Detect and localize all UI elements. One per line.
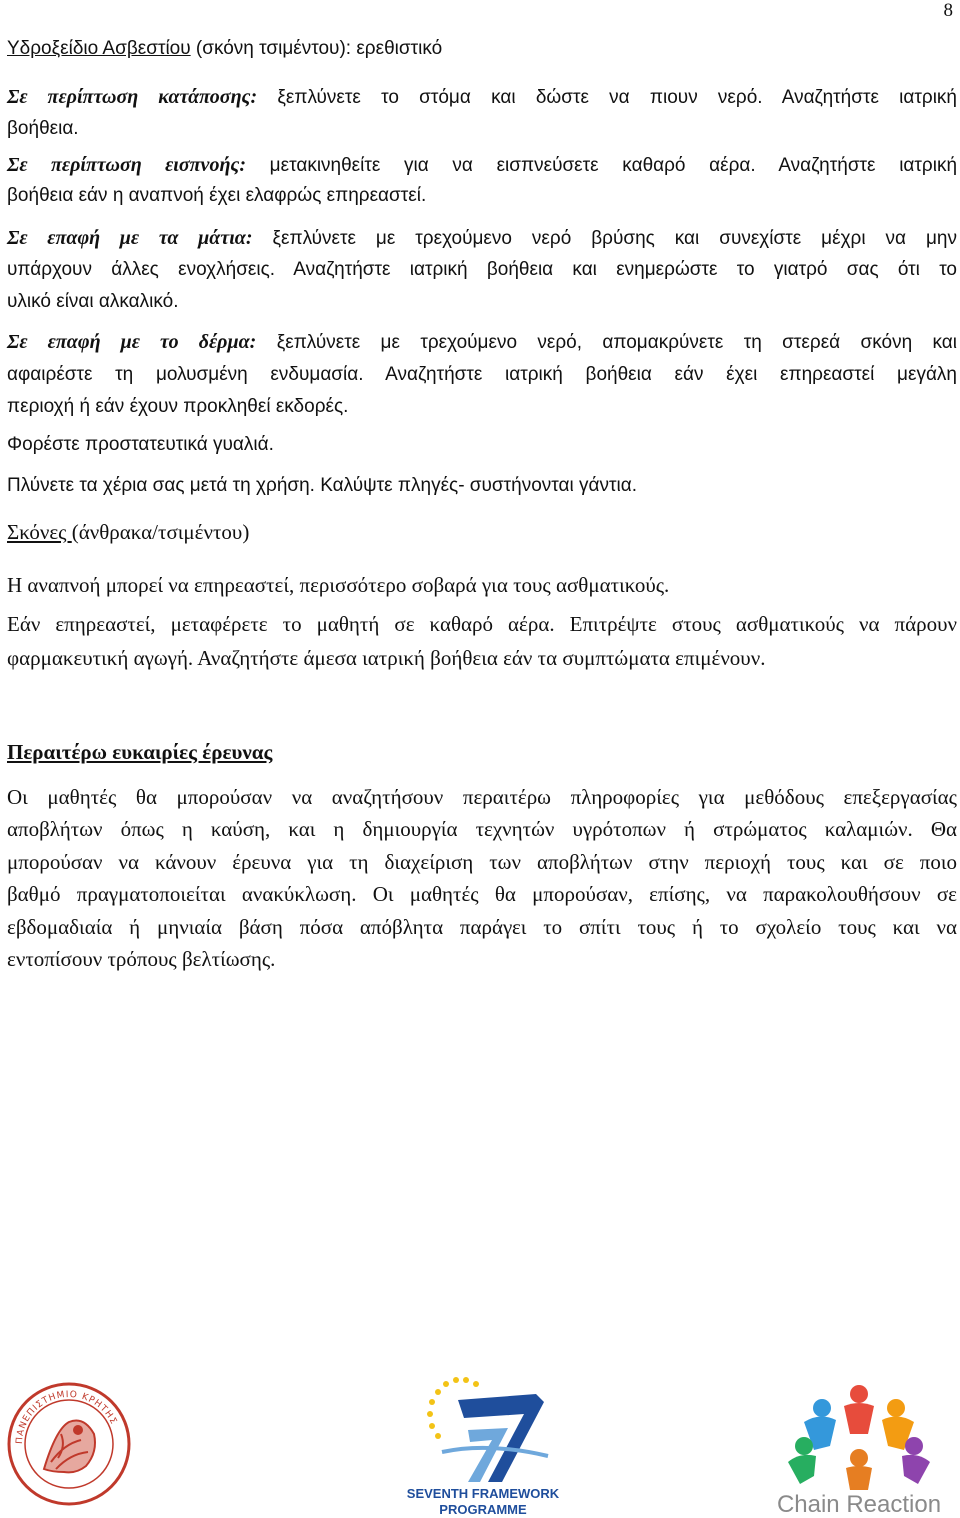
inhalation-label: Σε περίπτωση εισπνοής: — [7, 154, 246, 176]
inhalation-text-1: μετακινηθείτε για να εισπνεύσετε καθαρό αέρα. Αναζητήστε ιατρική — [246, 155, 958, 176]
ingestion-text-1: ξεπλύνετε το στόμα και δώστε να πιουν νερό. Αναζητήστε ιατρική — [257, 87, 957, 108]
research-line: μπορούσαν να κάνουν έρευνα για τη διαχείριση των αποβλήτων στην περιοχή τους και σε ποιο — [7, 850, 957, 874]
eyes-label: Σε επαφή με τα μάτια: — [7, 227, 253, 249]
skin-label: Σε επαφή με το δέρμα: — [7, 331, 257, 353]
chain-reaction-logo — [764, 1372, 954, 1518]
skin-line-2: αφαιρέστε τη μολυσμένη ενδυμασία. Αναζητήστε ιατρική βοήθεια εάν έχει επηρεαστεί μεγάλη — [7, 364, 957, 385]
fp7-line-2: PROGRAMME — [439, 1502, 527, 1517]
hands-line: Πλύνετε τα χέρια σας μετά τη χρήση. Καλύψτε πληγές- συστήνονται γάντια. — [7, 475, 637, 496]
inhalation-line-2: βοήθεια εάν η αναπνοή έχει ελαφρώς επηρεαστεί. — [7, 185, 427, 206]
fp7-logo — [398, 1370, 568, 1518]
skin-line-3: περιοχή ή εάν έχουν προκληθεί εκδορές. — [7, 396, 349, 417]
goggles-line: Φορέστε προστατευτικά γυαλιά. — [7, 434, 274, 455]
research-line: βαθμό πραγματοποιείται ανακύκλωση. Οι μαθητές θα μπορούσαν, επίσης, να παρακολουθήσουν σε — [7, 882, 957, 906]
research-line: εβδομαδιαία ή μηνιαία βάση πόσα απόβλητα παράγει το σπίτι τους ή το σχολείο τους και να — [7, 915, 957, 939]
skin-line-1 — [7, 329, 957, 356]
inhalation-line-1 — [7, 152, 957, 179]
eyes-text-1: ξεπλύνετε με τρεχούμενο νερό βρύσης και συνεχίστε μέχρι να μην — [252, 228, 957, 249]
eyes-line-3: υλικό είναι αλκαλικό. — [7, 291, 179, 312]
dust-line-3: φαρμακευτική αγωγή. Αναζητήστε άμεσα ιατρική βοήθεια εάν τα συμπτώματα επιμένουν. — [7, 646, 766, 670]
eyes-line-2: υπάρχουν άλλες ενοχλήσεις. Αναζητήστε ιατρική βοήθεια και ενημερώστε το γιατρό σας ότι το — [7, 259, 957, 280]
people-circle-icon — [788, 1385, 930, 1490]
dust-line-2: Εάν επηρεαστεί, μεταφέρετε το μαθητή σε καθαρό αέρα. Επιτρέψτε στους ασθματικούς να πάρουν — [7, 612, 957, 636]
dust-heading-underlined: Σκόνες — [7, 520, 72, 544]
research-line: εντοπίσουν τρόπους βελτίωσης. — [7, 947, 276, 971]
research-line: Οι μαθητές θα μπορούσαν να αναζητήσουν περαιτέρω πληροφορίες για μεθόδους επεξεργασίας — [7, 785, 957, 809]
calcium-heading-rest: (σκόνη τσιμέντου): ερεθιστικό — [190, 38, 443, 59]
fp7-line-1: SEVENTH FRAMEWORK — [406, 1486, 560, 1501]
research-line: αποβλήτων όπως η καύση, και η δημιουργία τεχνητών υγρότοπων ή στρώματος καλαμιών. Θα — [7, 817, 957, 841]
ingestion-line-2: βοήθεια. — [7, 118, 79, 139]
ingestion-label: Σε περίπτωση κατάποσης: — [7, 86, 258, 108]
eyes-line-1 — [7, 225, 957, 252]
skin-text-1: ξεπλύνετε με τρεχούμενο νερό, απομακρύνετε τη στερεά σκόνη και — [256, 332, 957, 353]
chain-reaction-text: Chain Reaction — [776, 1491, 942, 1518]
seal-text: ΠΑΝΕΠΙΣΤΗΜΙΟ ΚΡΗΤΗΣ — [14, 1389, 119, 1445]
university-seal-logo — [6, 1374, 132, 1514]
research-heading: Περαιτέρω ευκαιρίες έρευνας — [7, 740, 273, 764]
dust-line-1: Η αναπνοή μπορεί να επηρεαστεί, περισσότερο σοβαρά για τους ασθματικούς. — [7, 573, 670, 597]
calcium-heading — [7, 36, 957, 62]
page-number: 8 — [943, 0, 953, 21]
calcium-heading-underlined: Υδροξείδιο Ασβεστίου — [7, 38, 191, 59]
dust-heading — [7, 519, 957, 545]
dust-heading-rest: (άνθρακα/τσιμέντου) — [71, 520, 250, 544]
footer-logos — [0, 1370, 960, 1518]
ingestion-line-1 — [7, 84, 957, 111]
